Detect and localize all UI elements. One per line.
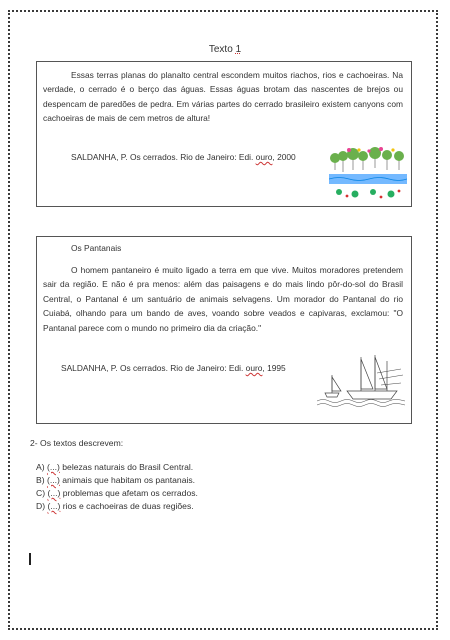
text2-source: SALDANHA, P. Os cerrados. Rio de Janeiro: Edi. ouro, 1995 xyxy=(61,363,286,373)
text2-paragraph: O homem pantaneiro é muito ligado a terra em que vive. Muitos moradores pretendem sair da região. E não é pra menos: além das paisagens e do mais lindo pôr-do-sol do Brasil Central, o Pantanal é um santuário de animais selvagens. Um morador do Pantanal do rio Cuiabá, olhando para um bando de aves, voando sobre veados e capivaras, exclamou: "O Pantanal parece com o mundo no primeiro dia da criação." xyxy=(43,265,403,333)
text1-source: SALDANHA, P. Os cerrados. Rio de Janeiro: Edi. ouro, 2000 xyxy=(71,152,296,162)
answer-options xyxy=(36,461,198,513)
cerrado-illustration xyxy=(329,146,407,202)
text1-box xyxy=(36,61,412,207)
boat-illustration xyxy=(317,349,405,409)
text1-title: Texto 1 xyxy=(208,44,242,55)
text2-subtitle: Os Pantanais xyxy=(71,243,122,253)
text2-box xyxy=(36,236,412,424)
text-cursor xyxy=(29,553,31,565)
option-a[interactable]: A) (...) belezas naturais do Brasil Central. xyxy=(36,462,194,472)
option-b[interactable]: B) (...) animais que habitam os pantanais. xyxy=(36,475,196,485)
question-prompt: 2- Os textos descrevem: xyxy=(30,438,124,448)
option-c[interactable]: C) (...) problemas que afetam os cerrados. xyxy=(36,488,198,498)
text1-paragraph: Essas terras planas do planalto central escondem muitos riachos, rios e cachoeiras. Na verdade, o cerrado é o berço das águas. Essas águas brotam das nascentes de brejos ou despencam de paredões de pedra. Em várias partes do cerrado brasileiro existem canyons com cachoeiras de mais de cem metros de altura! xyxy=(43,70,403,124)
option-d[interactable]: D) (...) rios e cachoeiras de duas regiões. xyxy=(36,501,194,511)
